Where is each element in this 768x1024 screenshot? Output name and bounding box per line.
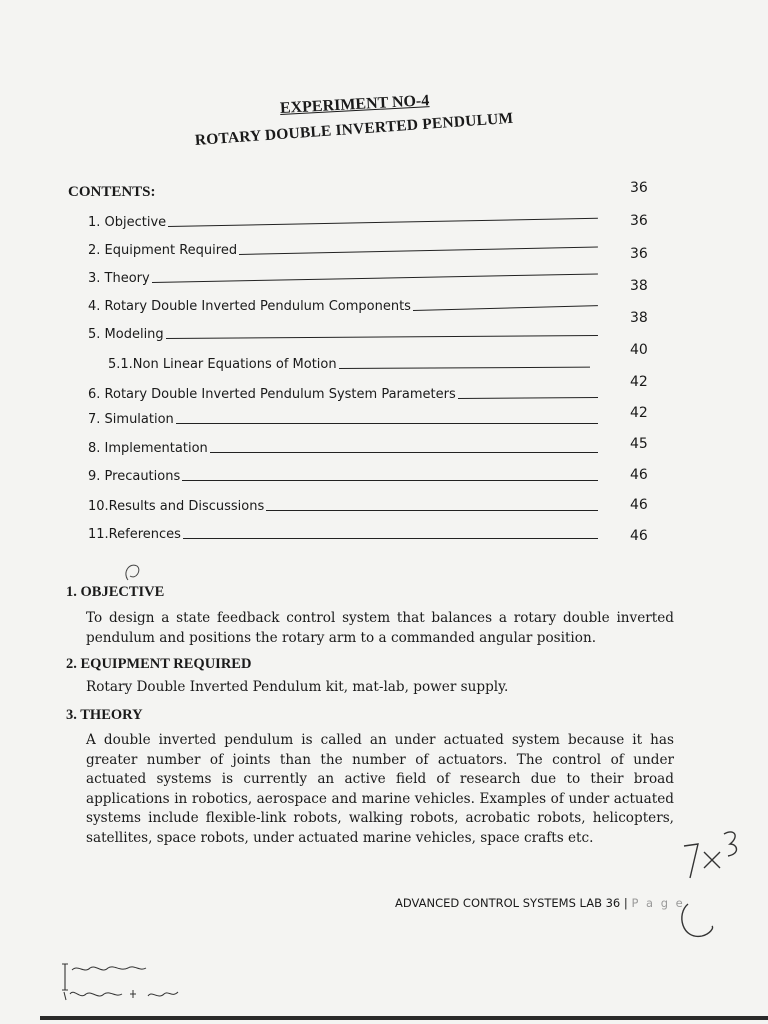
handwriting-image (58, 960, 188, 1010)
toc-subitem (108, 354, 590, 372)
toc-item-label: 11.References (88, 527, 181, 542)
objective-text: To design a state feedback control system that balances a rotary double inverted pendulum and positions the rotary arm to a commanded angular position. (86, 610, 674, 646)
toc-page-number: 36 (630, 180, 648, 196)
toc-page-number: 38 (630, 310, 648, 326)
toc-item-label: 9. Precautions (88, 469, 181, 484)
pen-mark-circle (120, 560, 146, 586)
toc-item (88, 438, 598, 456)
toc-page-number: 36 (630, 213, 648, 229)
toc-leader (176, 422, 598, 424)
experiment-number: EXPERIMENT NO-4 (279, 92, 430, 117)
handwritten-margin-note (676, 822, 746, 942)
footer-page-word: P a g e (631, 896, 685, 910)
toc-item (88, 268, 598, 286)
theory-heading: 3. THEORY (66, 707, 143, 723)
toc-item-label: 1. Objective (88, 215, 167, 230)
equipment-text: Rotary Double Inverted Pendulum kit, mat-lab, power supply. (86, 679, 509, 695)
toc-page-number: 42 (630, 374, 648, 390)
toc-item (88, 384, 598, 402)
toc-leader (266, 509, 598, 511)
toc-leader (413, 304, 598, 311)
document-title: ROTARY DOUBLE INVERTED PENDULUM (194, 109, 514, 149)
toc-item (88, 466, 598, 484)
toc-page-number: 36 (630, 246, 648, 262)
contents-heading: CONTENTS: (68, 184, 156, 200)
toc-leader (182, 479, 598, 481)
toc-item-label: 2. Equipment Required (88, 243, 238, 258)
toc-item (88, 296, 598, 314)
toc-page-number: 42 (630, 405, 648, 421)
toc-item (88, 524, 598, 542)
toc-item-label: 5.1.Non Linear Equations of Motion (108, 357, 337, 372)
toc-item-label: 5. Modeling (88, 327, 164, 342)
toc-item (88, 324, 598, 342)
footer-text: ADVANCED CONTROL SYSTEMS LAB 36 | (395, 896, 632, 910)
toc-leader (210, 451, 598, 453)
toc-item-label: 8. Implementation (88, 441, 208, 456)
toc-item (88, 212, 598, 230)
toc-page-number: 46 (630, 528, 648, 544)
scan-edge-line (40, 1016, 768, 1020)
toc-page-number: 38 (630, 278, 648, 294)
toc-item (88, 409, 598, 427)
toc-item-label: 6. Rotary Double Inverted Pendulum System Parameters (88, 387, 456, 402)
handwriting-image (676, 822, 746, 942)
objective-heading: 1. OBJECTIVE (66, 584, 165, 600)
toc-item (88, 240, 598, 258)
toc-leader (168, 217, 598, 227)
toc-page-number: 46 (630, 497, 648, 513)
toc-leader (458, 396, 598, 399)
toc-leader (183, 537, 598, 539)
toc-page-number: 46 (630, 467, 648, 483)
handwritten-bottom-notes (58, 960, 188, 1010)
toc-leader (239, 245, 598, 255)
toc-item-label: 10.Results and Discussions (88, 499, 265, 514)
toc-leader (152, 272, 598, 283)
toc-item-label: 3. Theory (88, 271, 150, 286)
toc-item-label: 4. Rotary Double Inverted Pendulum Components (88, 299, 411, 314)
toc-leader (339, 366, 590, 369)
equipment-heading: 2. EQUIPMENT REQUIRED (66, 656, 252, 672)
toc-item-label: 7. Simulation (88, 412, 174, 427)
toc-item (88, 496, 598, 514)
toc-leader (166, 334, 598, 339)
page-footer (395, 896, 685, 910)
theory-text: A double inverted pendulum is called an under actuated system because it has greater number of joints than the number of actuators. The control of under actuated systems is currently an active field of research due to their broad applications in robotics, aerospace and marine vehicles. Examples of under actuated systems include flexible-link robots, walking robots, acrobatic robots, helicopters, satellites, space robots, under actuated marine vehicles, space crafts etc. (86, 732, 674, 846)
toc-page-number: 45 (630, 436, 648, 452)
toc-page-number: 40 (630, 342, 648, 358)
